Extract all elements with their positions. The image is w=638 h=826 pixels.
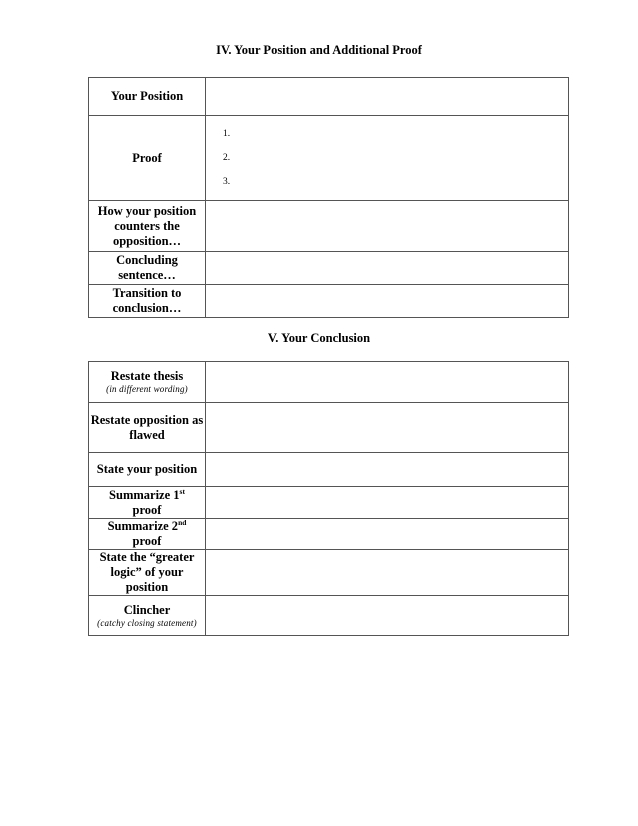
restate-thesis-label (89, 362, 206, 403)
summarize-first-proof-word: proof (132, 502, 162, 517)
table-row (89, 201, 569, 252)
section-v-title: V. Your Conclusion (267, 331, 371, 345)
summarize-first-proof-label (89, 487, 206, 519)
state-position-label: State your position (89, 453, 206, 487)
clincher-label (89, 596, 206, 636)
summarize-first-proof-field[interactable] (206, 487, 569, 519)
table-row (89, 116, 569, 201)
proof-item-3: 3. (223, 177, 231, 187)
counters-opposition-label: How your position counters the opposition… (89, 201, 206, 252)
summarize-second-proof-field[interactable] (206, 519, 569, 550)
transition-label: Transition to conclusion… (89, 285, 206, 318)
table-row (89, 252, 569, 285)
summarize-second-proof-label (89, 519, 206, 550)
table-row (89, 78, 569, 116)
proof-field[interactable] (206, 116, 569, 201)
restate-opposition-field[interactable] (206, 403, 569, 453)
restate-thesis-field[interactable] (206, 362, 569, 403)
section-iv-title: IV. Your Position and Additional Proof (216, 43, 422, 57)
clincher-subtext: (catchy closing statement) (97, 617, 197, 628)
summarize-second-proof-word: proof (132, 534, 162, 548)
table-row (89, 487, 569, 519)
conclusion-table (88, 361, 569, 636)
table-row (89, 550, 569, 596)
clincher-field[interactable] (206, 596, 569, 636)
summarize-first-text: Summarize 1 (109, 487, 180, 502)
counters-opposition-field[interactable] (206, 201, 569, 252)
your-position-field[interactable] (206, 78, 569, 116)
restate-thesis-subtext: (in different wording) (106, 384, 188, 394)
restate-opposition-label: Restate opposition as flawed (89, 403, 206, 453)
ordinal-suffix: st (179, 486, 185, 496)
concluding-sentence-field[interactable] (206, 252, 569, 285)
table-row (89, 596, 569, 636)
ordinal-suffix: nd (178, 517, 187, 527)
table-row (89, 519, 569, 550)
clincher-text: Clincher (123, 602, 171, 617)
position-proof-table (88, 77, 569, 318)
transition-field[interactable] (206, 285, 569, 318)
proof-label: Proof (89, 116, 206, 201)
table-row (89, 285, 569, 318)
table-row (89, 453, 569, 487)
greater-logic-label: State the “greater logic” of your position (89, 550, 206, 596)
concluding-sentence-label: Concluding sentence… (89, 252, 206, 285)
proof-list (206, 122, 568, 194)
proof-item-2: 2. (223, 153, 231, 163)
table-row (89, 403, 569, 453)
state-position-field[interactable] (206, 453, 569, 487)
table-row (89, 362, 569, 403)
summarize-second-text: Summarize 2 (107, 519, 179, 533)
your-position-label: Your Position (89, 78, 206, 116)
proof-item-1: 1. (223, 129, 231, 139)
restate-thesis-text: Restate thesis (110, 369, 184, 383)
greater-logic-field[interactable] (206, 550, 569, 596)
